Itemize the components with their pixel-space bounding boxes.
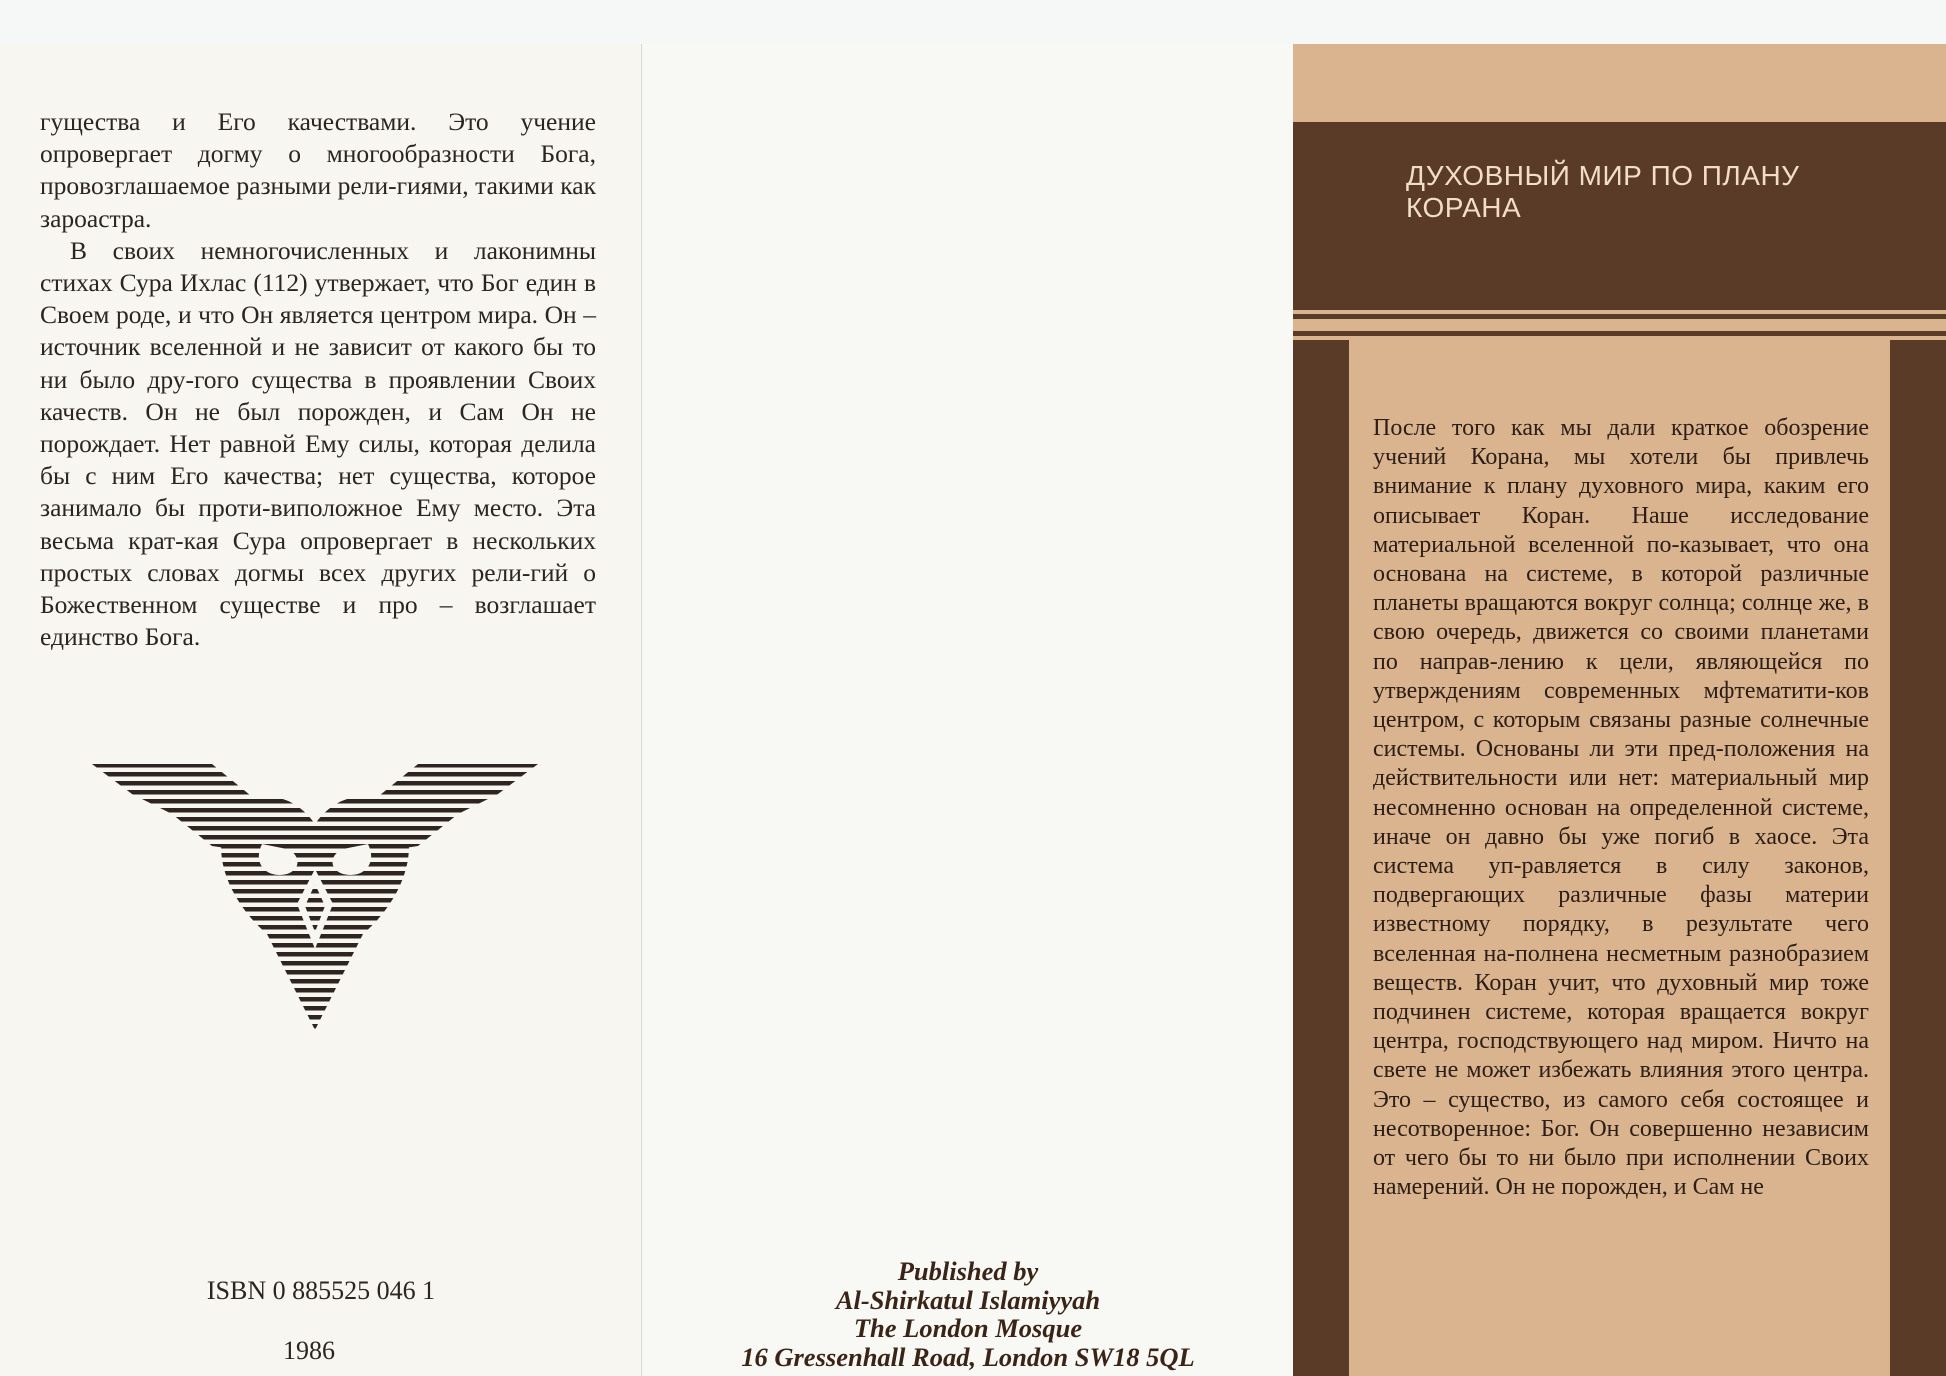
left-panel	[0, 44, 642, 1376]
right-column-bar	[1904, 340, 1946, 1376]
decorative-stripe	[1293, 296, 1946, 301]
decorative-stripe	[1293, 314, 1946, 319]
publisher-line-4: 16 Gressenhall Road, London SW18 5QL	[741, 1341, 1195, 1372]
publisher-block	[643, 1257, 1293, 1371]
left-paragraph-1: гущества и Его качествами. Это учение опровергает догму о многообразности Бога, провозглашаемое разными рели-гиями, такими как зароастра.	[40, 107, 596, 233]
left-column-bar	[1293, 340, 1335, 1376]
page-title: ДУХОВНЫЙ МИР ПО ПЛАНУ КОРАНА	[1406, 160, 1800, 223]
scan-top-margin	[0, 0, 1946, 44]
decorative-stripe	[1293, 331, 1946, 336]
left-body-text	[40, 106, 596, 653]
right-panel	[1293, 44, 1946, 1376]
decorative-stripe	[1293, 278, 1946, 283]
publication-year: 1986	[283, 1336, 335, 1365]
ornament-icon	[92, 754, 538, 1030]
publisher-line-2: Al-Shirkatul Islamiyyah	[835, 1284, 1101, 1315]
right-body-text: После того как мы дали краткое обозрение учений Корана, мы хотели бы привлечь внимание к плану духовного мира, каким его описывает Коран. Наше исследование материальной вселенной по-казывает, что она основана на системе, в которой различные планеты вращаются вокруг солнца; солнце же, в свою очередь, движется со своими планетами по направ-лению к цели, являющейся по утверждениям современных мфтематити-ков центром, с которым связаны разные солнечные системы. Основаны ли эти пред-положения на действительности или нет: материальный мир несомненно основан на определенной системе, иначе он давно бы уже погиб в хаосе. Эта система уп-равляется в силу законов, подвергающих различные фазы материи известному порядку, в результате чего вселенная на-полнена несметным разнобразием веществ. Коран учит, что духовный мир тоже подчинен системе, которая вращается вокруг центра, господствующего над миром. Ничто на свете не может избежать влияния этого центра. Это – существо, из самого себя состоящее и несотворенное: Бог. Он совершенно независим от чего бы то ни было при исполнении Своих намерений. Он не порожден, и Сам не	[1373, 415, 1869, 1201]
publisher-line-3: The London Mosque	[853, 1313, 1083, 1343]
publisher-line-1: Published by	[897, 1256, 1039, 1286]
left-paragraph-2: В своих немногочисленных и лаконимны стихах Сура Ихлас (112) утвержает, что Бог един в Своем роде, и что Он является центром мира. Он – источник вселенной и не зависит от какого бы то ни было дру-гого существа в проявлении Своих качеств. Он не был порожден, и Сам Он не порождает. Нет равной Ему силы, которая делила бы с ним Его качества; нет существа, которое занимало бы проти-виположное Ему место. Эта весьма крат-кая Сура опровергает в нескольких простых словах догмы всех других рели-гий о Божественном существе и про – возглашает единство Бога.	[40, 235, 596, 652]
isbn-number: ISBN 0 885525 046 1	[206, 1276, 436, 1305]
middle-panel	[643, 44, 1293, 1376]
